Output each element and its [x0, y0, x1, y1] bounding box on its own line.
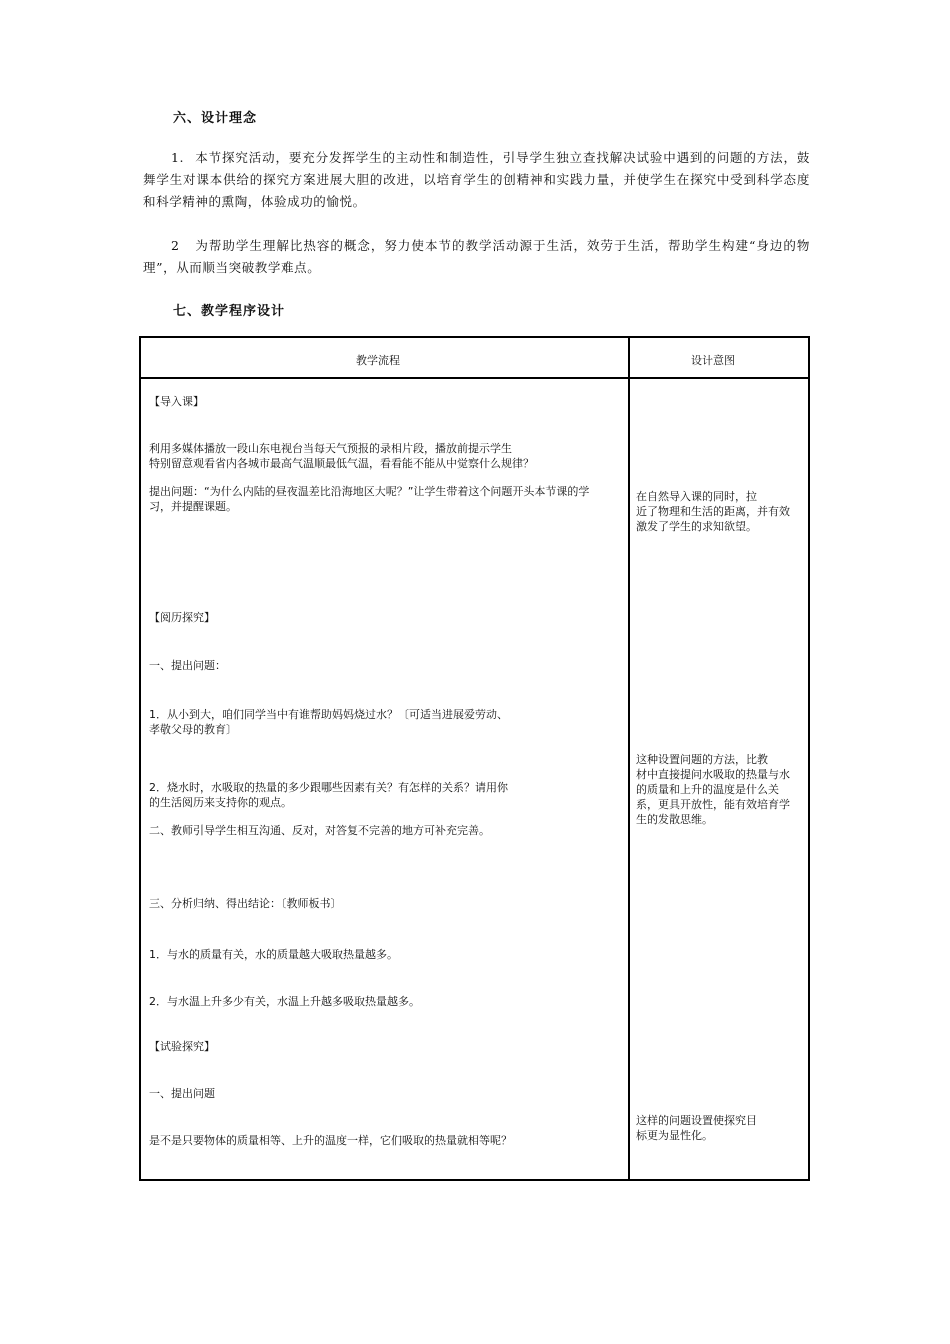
- header-divider: [141, 377, 808, 379]
- item-number: 2: [171, 238, 180, 253]
- experience-q2a: 2．烧水时，水吸取的热量的多少跟哪些因素有关？有怎样的关系？请用你: [149, 781, 508, 794]
- test-question-heading: 一、提出问题: [149, 1087, 215, 1100]
- intent-1a: 在自然导入课的同时，拉: [636, 490, 757, 503]
- intent-2b: 材中直接提问水吸取的热量与水: [636, 768, 790, 781]
- column-divider: [628, 338, 630, 1179]
- section-six-heading: 六、设计理念: [173, 111, 258, 126]
- item-text: 为帮助学生理解比热容的概念，努力使本节的教学活动源于生活，效劳于生活，帮助学生构建“身边的物理”，从而顺当突破教学难点。: [143, 238, 810, 275]
- experience-question-heading: 一、提出问题：: [149, 659, 226, 672]
- intro-tag: 【导入课】: [149, 395, 204, 408]
- intent-1b: 近了物理和生活的距离，并有效: [636, 505, 790, 518]
- teaching-procedure-table: [139, 336, 810, 1181]
- intent-3a: 这样的问题设置使探究目: [636, 1114, 757, 1127]
- design-idea-item-2: [143, 235, 810, 279]
- test-tag: 【试验探究】: [149, 1040, 215, 1053]
- col-header-process: 教学流程: [356, 354, 400, 367]
- design-idea-item-1: [143, 147, 810, 213]
- item-number: 1.: [171, 150, 185, 165]
- intro-line-2a: 提出问题：“为什么内陆的昼夜温差比沿海地区大呢？”让学生带着这个问题开头本节课的学: [149, 485, 590, 498]
- col-header-intent: 设计意图: [691, 354, 735, 367]
- experience-tag: 【阅历探究】: [149, 611, 215, 624]
- experience-q1b: 孝敬父母的教育〕: [149, 723, 237, 736]
- experience-conclusion-heading: 三、分析归纳、得出结论：〔教师板书〕: [149, 897, 342, 910]
- experience-q2b: 的生活阅历来支持你的观点。: [149, 796, 292, 809]
- experience-conclusion-1: 1．与水的质量有关，水的质量越大吸取热量越多。: [149, 948, 398, 961]
- intent-2c: 的质量和上升的温度是什么关: [636, 783, 779, 796]
- intent-2a: 这种设置问题的方法，比教: [636, 753, 768, 766]
- test-question-1: 是不是只要物体的质量相等、上升的温度一样，它们吸取的热量就相等呢？: [149, 1134, 512, 1147]
- intro-line-2b: 习，并提醒课题。: [149, 500, 237, 513]
- intro-line-1b: 特别留意观看省内各城市最高气温顺最低气温，看看能不能从中觉察什么规律？: [149, 457, 534, 470]
- intent-2d: 系，更具开放性，能有效培育学: [636, 798, 790, 811]
- intro-line-1a: 利用多媒体播放一段山东电视台当每天气预报的录相片段，播放前提示学生: [149, 442, 512, 455]
- intent-2e: 生的发散思维。: [636, 813, 713, 826]
- item-text: 本节探究活动，要充分发挥学生的主动性和制造性，引导学生独立查找解决试验中遇到的问题的方法，鼓舞学生对课本供给的探究方案进展大胆的改进，以培育学生的创精神和实践力量，并使学生在探究中受到科学态度和科学精神的熏陶，体验成功的愉悦。: [143, 150, 810, 209]
- intent-1c: 激发了学生的求知欲望。: [636, 520, 757, 533]
- section-seven-heading: 七、教学程序设计: [173, 304, 286, 319]
- experience-conclusion-2: 2．与水温上升多少有关，水温上升越多吸取热量越多。: [149, 995, 420, 1008]
- experience-q1a: 1．从小到大，咱们同学当中有谁帮助妈妈烧过水？〔可适当进展爱劳动、: [149, 708, 508, 721]
- experience-teacher-guide: 二、教师引导学生相互沟通、反对，对答复不完善的地方可补充完善。: [149, 824, 490, 837]
- intent-3b: 标更为显性化。: [636, 1129, 713, 1142]
